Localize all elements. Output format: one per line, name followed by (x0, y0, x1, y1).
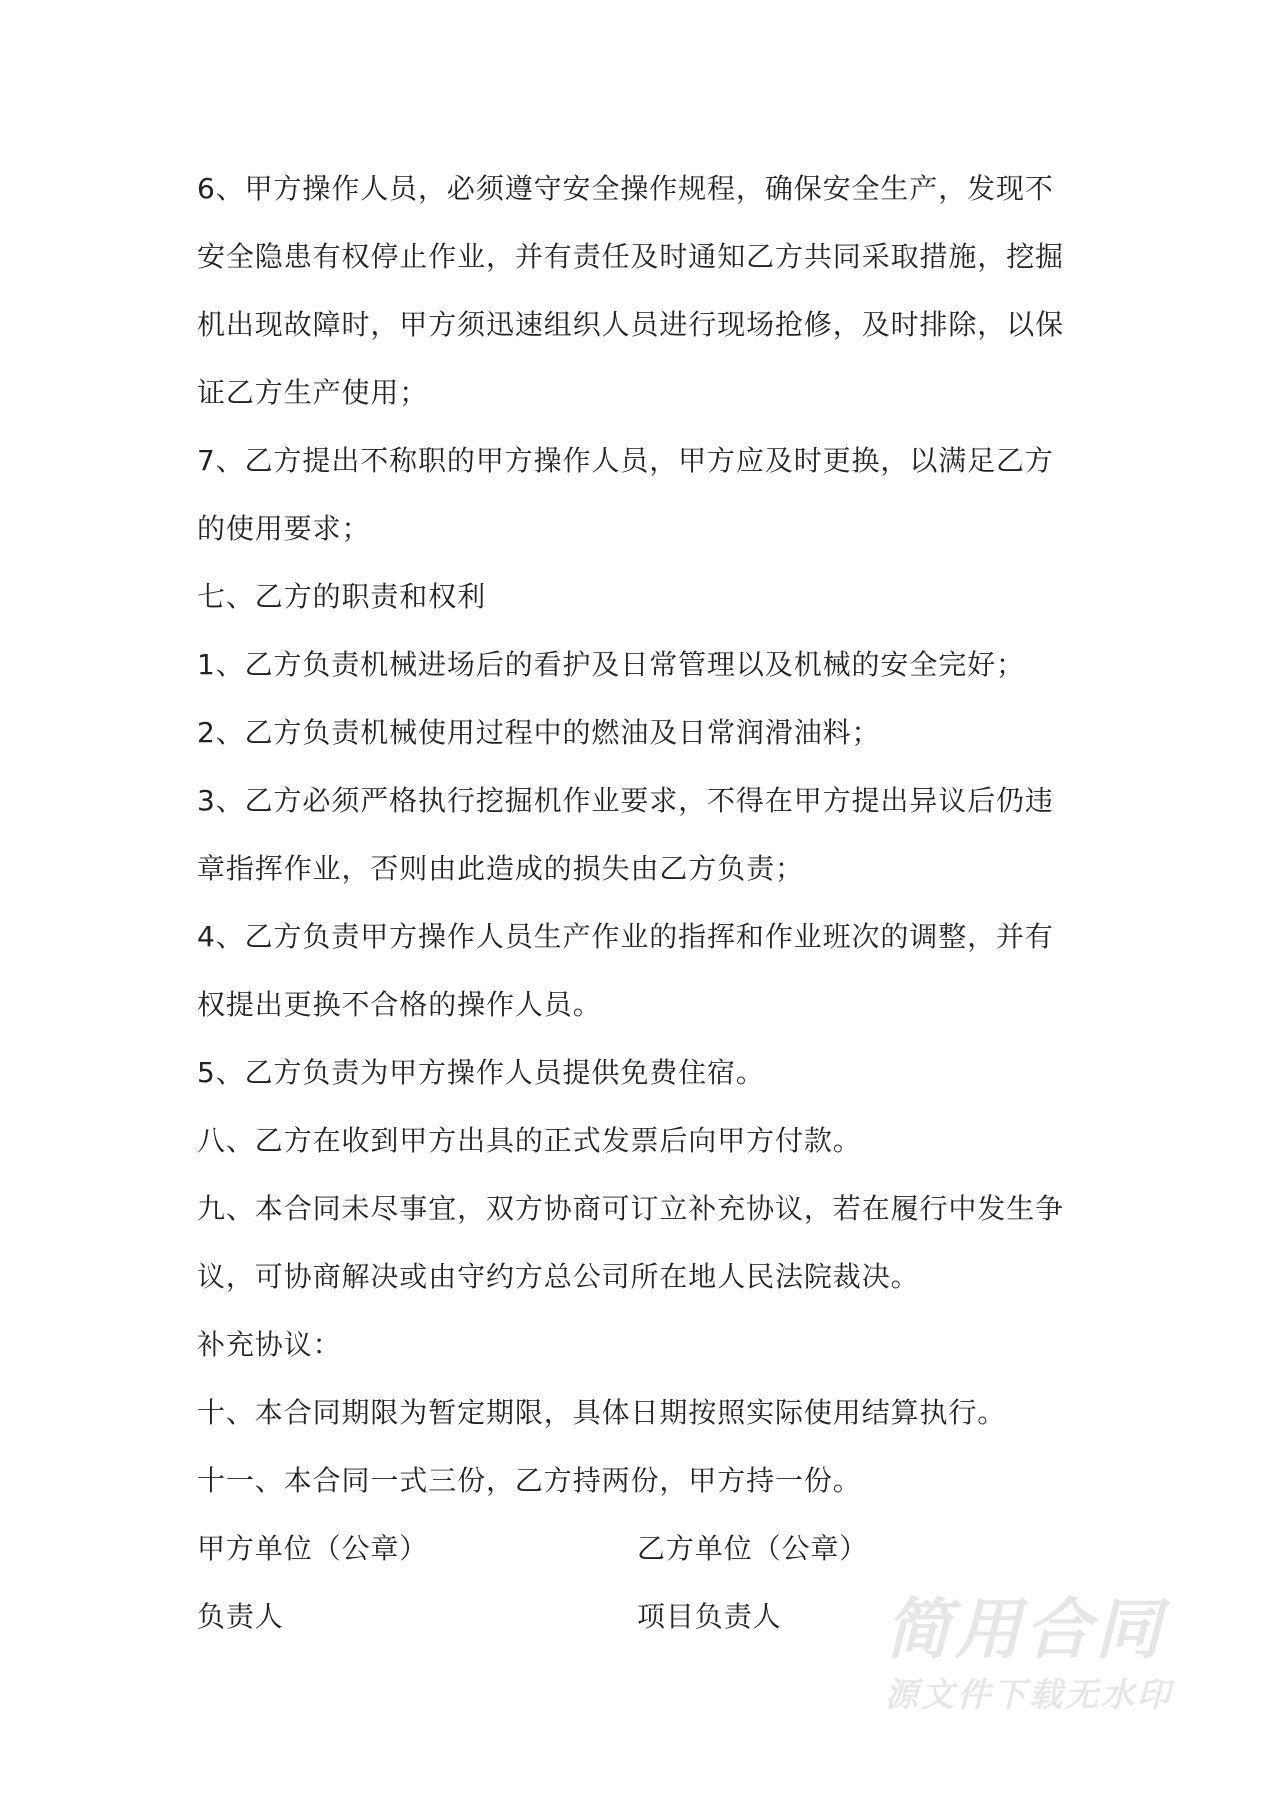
section-heading: 九、本合同未尽事宜，双方协商可订立补充协议，若在履行中发生争 (197, 1192, 1065, 1225)
party-b-unit-label: 乙方单位（公章） (637, 1532, 869, 1565)
clause-line: 6、甲方操作人员，必须遵守安全操作规程，确保安全生产，发现不 (197, 172, 1054, 205)
signature-row-unit (197, 1515, 1097, 1583)
clause-line: 2、乙方负责机械使用过程中的燃油及日常润滑油料； (197, 716, 881, 749)
clause-line: 议，可协商解决或由守约方总公司所在地人民法院裁决。 (197, 1260, 920, 1293)
clause-line: 章指挥作业，否则由此造成的损失由乙方负责； (197, 852, 804, 885)
clause-line: 3、乙方必须严格执行挖掘机作业要求，不得在甲方提出异议后仍违 (197, 784, 1054, 817)
watermark-title: 简用合同 (885, 1591, 1165, 1668)
clause-line: 机出现故障时，甲方须迅速组织人员进行现场抢修，及时排除，以保 (197, 308, 1065, 341)
contract-body (197, 155, 1097, 1651)
clause-line: 4、乙方负责甲方操作人员生产作业的指挥和作业班次的调整，并有 (197, 920, 1054, 953)
clause-line: 证乙方生产使用； (197, 376, 429, 409)
clause-line: 的使用要求； (197, 512, 371, 545)
watermark-subtitle: 源文件下载无水印 (885, 1675, 1173, 1714)
watermark (885, 1590, 1173, 1720)
section-heading: 七、乙方的职责和权利 (197, 580, 487, 613)
party-b-person-label: 项目负责人 (637, 1600, 782, 1633)
section-heading: 十一、本合同一式三份，乙方持两份，甲方持一份。 (197, 1464, 862, 1497)
party-a-person-label: 负责人 (197, 1600, 284, 1633)
clause-line: 权提出更换不合格的操作人员。 (197, 988, 602, 1021)
section-heading: 十、本合同期限为暂定期限，具体日期按照实际使用结算执行。 (197, 1396, 1007, 1429)
party-a-unit-label: 甲方单位（公章） (197, 1532, 429, 1565)
clause-line: 7、乙方提出不称职的甲方操作人员，甲方应及时更换，以满足乙方 (197, 444, 1054, 477)
clause-line: 安全隐患有权停止作业，并有责任及时通知乙方共同采取措施，挖掘 (197, 240, 1065, 273)
section-heading: 补充协议： (197, 1328, 342, 1361)
clause-line: 5、乙方负责为甲方操作人员提供免费住宿。 (197, 1056, 765, 1089)
clause-line: 1、乙方负责机械进场后的看护及日常管理以及机械的安全完好； (197, 648, 1025, 681)
section-heading: 八、乙方在收到甲方出具的正式发票后向甲方付款。 (197, 1124, 862, 1157)
